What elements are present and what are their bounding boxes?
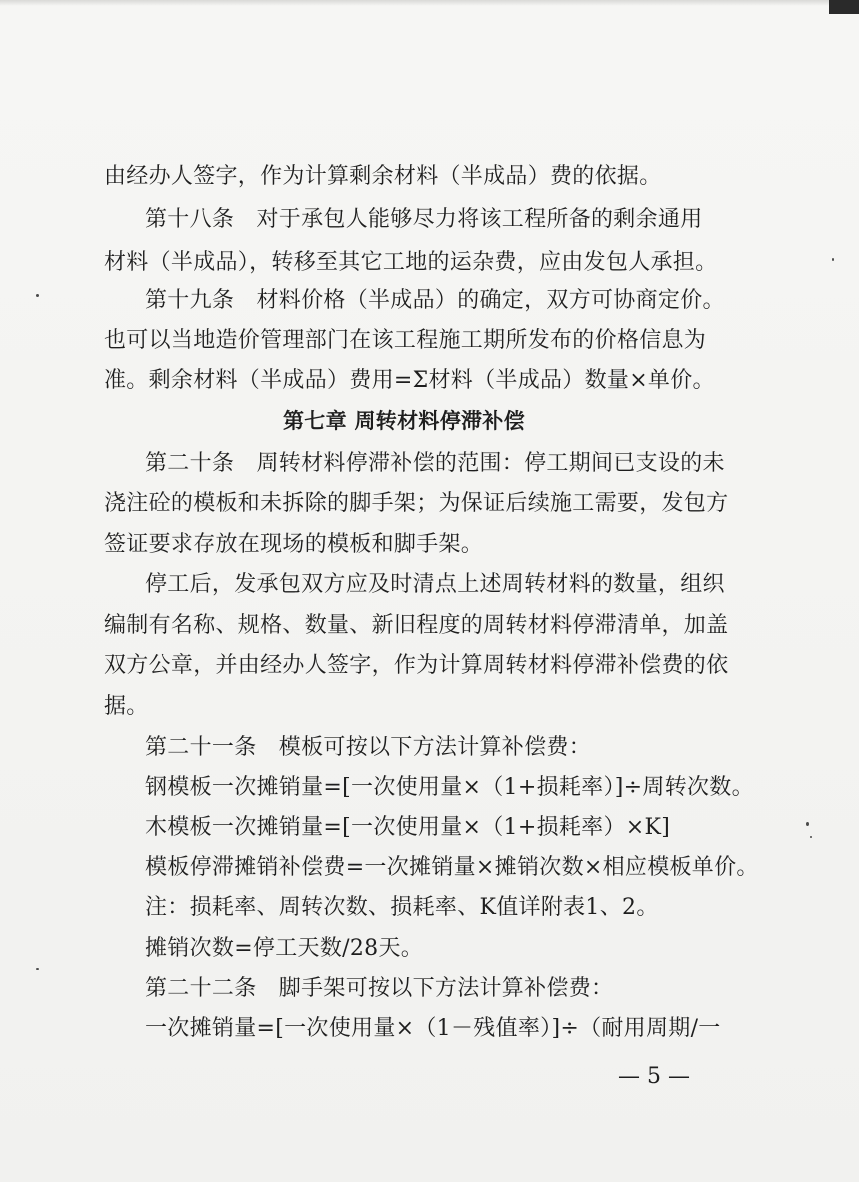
page-number: — 5 — <box>618 1064 690 1089</box>
formula-line: 一次摊销量=[一次使用量×（1－残值率）]÷（耐用周期/一 <box>145 1016 721 1041</box>
scan-top-edge <box>0 0 859 6</box>
article-18-line: 第十八条 对于承包人能够尽力将该工程所备的剩余通用 <box>145 207 703 232</box>
note-line: 注：损耗率、周转次数、损耗率、K值详附表1、2。 <box>145 895 659 920</box>
formula-line: 模板停滞摊销补偿费=一次摊销量×摊销次数×相应模板单价。 <box>145 855 759 880</box>
text-line: 双方公章，并由经办人签字，作为计算周转材料停滞补偿费的依 <box>104 653 729 678</box>
scan-speck <box>806 822 809 826</box>
scan-speck <box>36 968 39 970</box>
article-22-line: 第二十二条 脚手架可按以下方法计算补偿费： <box>145 976 614 1001</box>
text-line: 据。 <box>104 694 149 719</box>
text-line: 由经办人签字，作为计算剩余材料（半成品）费的依据。 <box>104 164 662 189</box>
scan-speck <box>810 836 812 838</box>
formula-line: 木模板一次摊销量=[一次使用量×（1+损耗率）×K] <box>145 815 671 840</box>
text-line: 准。剩余材料（半成品）费用=Σ材料（半成品）数量×单价。 <box>104 368 715 393</box>
formula-line: 钢模板一次摊销量=[一次使用量×（1+损耗率）]÷周转次数。 <box>145 775 754 800</box>
scan-corner-mark <box>829 0 859 14</box>
chapter-title: 第七章 周转材料停滞补偿 <box>283 409 525 433</box>
text-line: 签证要求存放在现场的模板和脚手架。 <box>104 532 484 557</box>
scan-speck <box>832 258 834 261</box>
text-line: 浇注砼的模板和未拆除的脚手架；为保证后续施工需要，发包方 <box>104 491 729 516</box>
text-line: 也可以当地造价管理部门在该工程施工期所发布的价格信息为 <box>104 328 707 353</box>
text-line: 材料（半成品），转移至其它工地的运杂费，应由发包人承担。 <box>104 250 718 275</box>
text-line: 停工后，发承包双方应及时清点上述周转材料的数量，组织 <box>145 572 725 597</box>
article-20-line: 第二十条 周转材料停滞补偿的范围：停工期间已支设的未 <box>145 451 725 476</box>
article-21-line: 第二十一条 模板可按以下方法计算补偿费： <box>145 735 592 760</box>
text-line: 编制有名称、规格、数量、新旧程度的周转材料停滞清单，加盖 <box>104 613 729 638</box>
formula-line: 摊销次数=停工天数/28天。 <box>145 936 424 961</box>
scan-speck <box>36 294 39 297</box>
article-19-line: 第十九条 材料价格（半成品）的确定，双方可协商定价。 <box>145 288 725 313</box>
